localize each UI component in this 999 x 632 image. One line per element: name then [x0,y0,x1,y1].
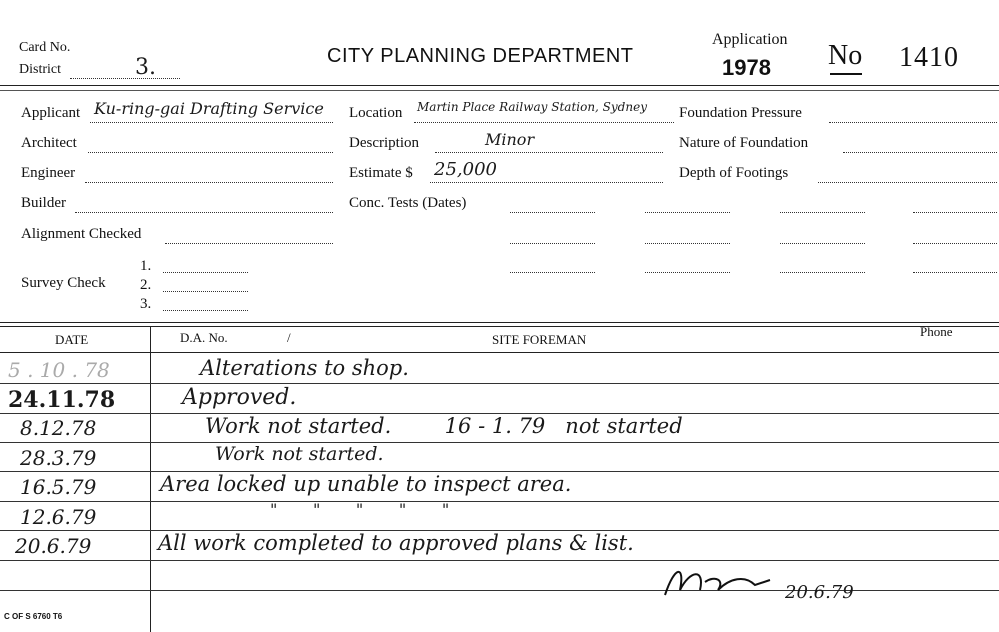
survey-check-label: Survey Check [21,275,106,291]
header-divider-top [0,85,999,86]
da-slash: / [287,330,291,345]
number-label: No [828,40,863,71]
row-entry: " " " " " [270,500,450,519]
row-date: 8.12.78 [20,416,97,440]
conc-line-2c [780,243,865,244]
row-entry: All work completed to approved plans & list. [158,531,634,555]
row-date: 5 . 10 . 78 [8,358,110,382]
application-label: Application [712,31,788,48]
conc-line-3c [780,272,865,273]
nature-foundation-line [843,152,997,153]
survey-num-2: 2. [140,277,152,293]
engineer-line [85,182,333,183]
site-foreman-header: SITE FOREMAN [492,332,587,347]
location-label: Location [349,105,403,121]
district-label: District [19,62,61,77]
row-date: 12.6.79 [20,505,97,529]
row-date: 28.3.79 [20,446,97,470]
row-rule [0,383,999,384]
table-top-rule-1 [0,322,999,323]
depth-footings-label: Depth of Footings [679,165,789,181]
estimate-value: 25,000 [434,159,497,180]
conc-line-1b [645,212,730,213]
survey-line-1 [163,272,248,273]
conc-line-3b [645,272,730,273]
estimate-line [430,182,663,183]
date-header: DATE [55,332,89,347]
conc-line-1c [780,212,865,213]
row-rule [0,501,999,502]
conc-line-3a [510,272,595,273]
survey-line-2 [163,291,248,292]
district-value: 3. [135,55,156,80]
row-date: 24.11.78 [8,387,116,413]
conc-line-1d [913,212,997,213]
header-divider-bottom [0,90,999,91]
conc-line-3d [913,272,997,273]
builder-line [75,212,333,213]
estimate-label: Estimate $ [349,165,413,181]
row-rule [0,442,999,443]
row-entry: Alterations to shop. [200,356,409,380]
row-entry: Area locked up unable to inspect area. [160,472,572,496]
applicant-line [90,122,333,123]
conc-tests-label: Conc. Tests (Dates) [349,195,467,211]
district-line [70,78,180,79]
number-underline [830,73,862,75]
depth-footings-line [818,182,997,183]
conc-line-2b [645,243,730,244]
da-no-header: D.A. No. [180,330,228,345]
description-value: Minor [485,130,535,149]
row-rule [0,560,999,561]
alignment-line [165,243,333,244]
architect-line [88,152,333,153]
department-title: CITY PLANNING DEPARTMENT [327,45,634,67]
foundation-pressure-label: Foundation Pressure [679,105,802,121]
applicant-value: Ku-ring-gai Drafting Service [94,99,324,118]
engineer-label: Engineer [21,165,76,181]
row-date: 16.5.79 [20,475,97,499]
builder-label: Builder [21,195,66,211]
location-line [414,122,674,123]
survey-num-3: 3. [140,296,152,312]
description-label: Description [349,135,419,151]
signature-date: 20.6.79 [785,582,854,603]
location-value: Martin Place Railway Station, Sydney [417,100,647,114]
survey-line-3 [163,310,248,311]
application-number: 1410 [899,42,959,73]
row-entry: Work not started. [215,443,384,465]
survey-num-1: 1. [140,258,152,274]
conc-line-2a [510,243,595,244]
applicant-label: Applicant [21,105,81,121]
application-year: 1978 [722,55,771,80]
form-code: C OF S 6760 T6 [4,612,63,621]
card-no-label: Card No. [19,40,71,55]
conc-line-2d [913,243,997,244]
row-entry: Work not started. 16 - 1. 79 not started [205,414,683,438]
alignment-checked-label: Alignment Checked [21,226,142,242]
date-column-divider [150,326,151,632]
row-entry: Approved. [182,385,297,410]
row-date: 20.6.79 [15,534,92,558]
architect-label: Architect [21,135,77,151]
conc-line-1a [510,212,595,213]
phone-header: Phone [920,324,953,339]
foreman-signature [660,560,775,600]
nature-foundation-label: Nature of Foundation [679,135,809,151]
foundation-pressure-line [829,122,997,123]
description-line [435,152,663,153]
